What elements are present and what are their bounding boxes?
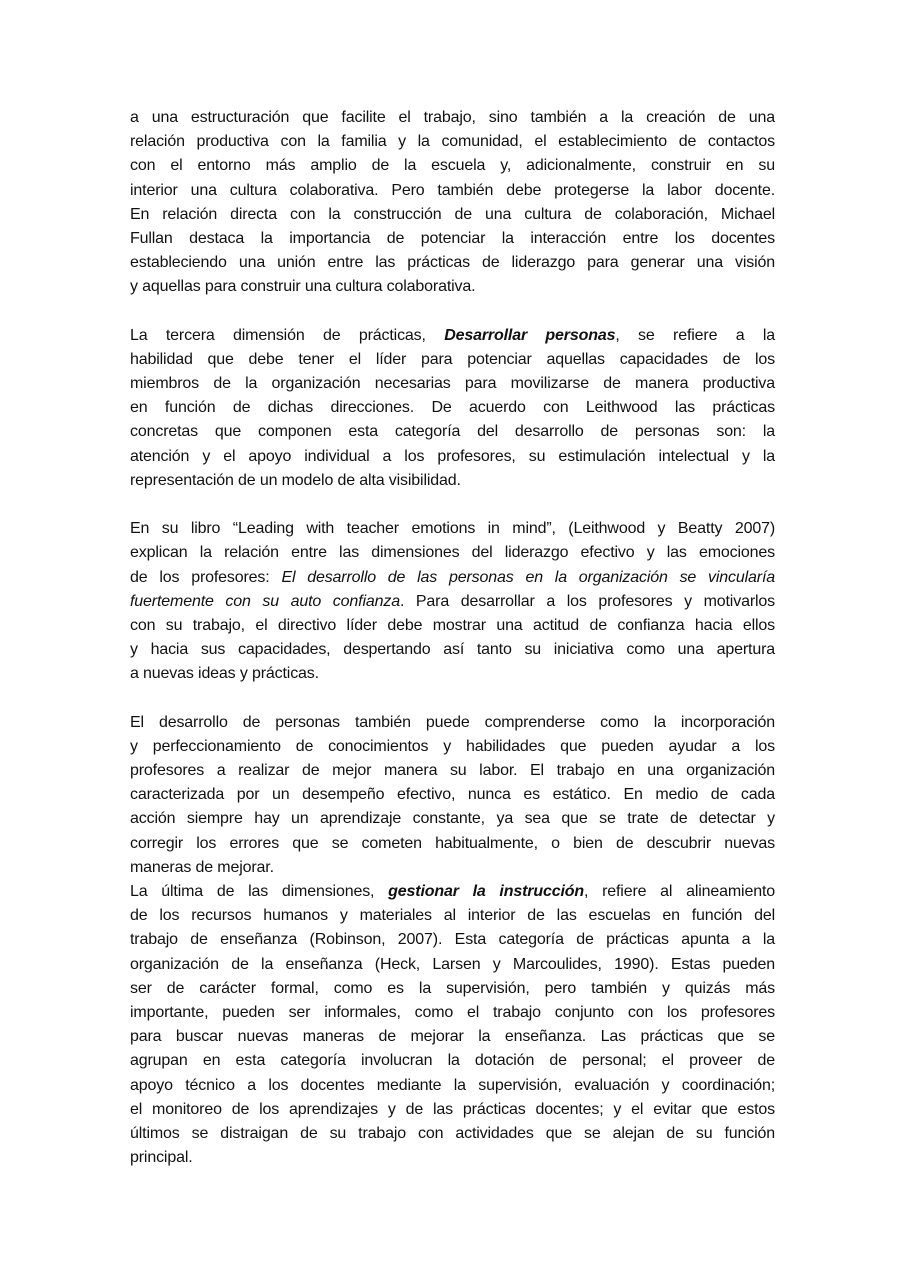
text-line [130,638,775,662]
text-run: el monitoreo de los aprendizajes y de las prácticas docentes; y el evitar que estos [130,1100,775,1118]
text-line [130,445,775,469]
text-run: acción siempre hay un aprendizaje constante, ya sea que se trate de detectar y [130,810,775,828]
text-line [130,106,775,130]
text-run: relación productiva con la familia y la comunidad, el establecimiento de contactos [130,133,775,151]
text-line [130,179,775,203]
text-line [130,1049,775,1073]
text-run: últimos se distraigan de su trabajo con actividades que se alejan de su función [130,1124,775,1142]
text-line [130,154,775,178]
text-line [130,928,775,952]
text-run: a nuevas ideas y prácticas. [130,665,319,683]
text-run: y aquellas para construir una cultura colaborativa. [130,278,476,296]
text-line [130,807,775,831]
text-line [130,469,775,493]
text-run: a una estructuración que facilite el trabajo, sino también a la creación de una [130,109,775,126]
text-run: concretas que componen esta categoría del desarrollo de personas son: la [130,423,775,441]
paragraph [130,517,775,686]
text-line [130,783,775,807]
text-run: caracterizada por un desempeño efectivo, nunca es estático. En medio de cada [130,786,775,804]
text-line [130,324,775,348]
text-run: estableciendo una unión entre las prácticas de liderazgo para generar una visión [130,254,775,272]
text-line [130,1122,775,1146]
text-run: , refiere al alineamiento [584,883,776,900]
text-run: apoyo técnico a los docentes mediante la supervisión, evaluación y coordinación; [130,1076,775,1094]
text-run: en función de dichas direcciones. De acuerdo con Leithwood las prácticas [130,399,775,417]
text-run: . Para desarrollar a los profesores y motivarlos [399,592,775,610]
text-line [130,372,775,396]
paragraph [130,106,775,300]
text-line [130,832,775,856]
text-line [130,711,775,735]
text-run: para buscar nuevas maneras de mejorar la enseñanza. Las prácticas que se [130,1028,775,1046]
text-run: miembros de la organización necesarias para movilizarse de manera productiva [130,375,775,393]
text-run: explican la relación entre las dimensiones del liderazgo efectivo y las emociones [130,544,775,562]
paragraph-spacer [130,493,775,517]
text-run: interior una cultura colaborativa. Pero también debe protegerse la labor docente. [130,181,775,199]
text-line [130,662,775,686]
text-line [130,735,775,759]
text-run: habilidad que debe tener el líder para potenciar aquellas capacidades de los [130,350,775,368]
text-run: Fullan destaca la importancia de potenciar la interacción entre los docentes [130,229,775,247]
text-run: agrupan en esta categoría involucran la dotación de personal; el proveer de [130,1052,775,1070]
text-line [130,420,775,444]
text-line [130,614,775,638]
text-line [130,1001,775,1025]
text-line [130,759,775,783]
text-line [130,203,775,227]
text-run: En relación directa con la construcción de una cultura de colaboración, Michael [130,205,775,223]
emphasized-text: Desarrollar personas [444,326,616,344]
text-line [130,904,775,928]
document-page-body [130,106,775,1170]
text-line [130,1025,775,1049]
text-run: organización de la enseñanza (Heck, Larsen y Marcoulides, 1990). Estas pueden [130,955,775,973]
text-run: , se refiere a la [615,326,775,344]
paragraph [130,711,775,880]
paragraph [130,324,775,493]
emphasized-text: El desarrollo de las personas en la organización se vincularía [281,568,775,586]
text-run: con el entorno más amplio de la escuela y, adicionalmente, construir en su [130,157,775,175]
text-line [130,541,775,565]
paragraph-spacer [130,687,775,711]
text-line [130,856,775,880]
text-run: corregir los errores que se cometen habitualmente, o bien de descubrir nuevas [130,834,775,852]
text-line [130,880,775,904]
text-run: representación de un modelo de alta visibilidad. [130,471,461,489]
text-line [130,953,775,977]
text-line [130,1146,775,1170]
text-run: El desarrollo de personas también puede comprenderse como la incorporación [130,713,775,731]
text-line [130,251,775,275]
text-line [130,1074,775,1098]
text-run: En su libro “Leading with teacher emotions in mind”, (Leithwood y Beatty 2007) [130,520,775,538]
text-run: trabajo de enseñanza (Robinson, 2007). Esta categoría de prácticas apunta a la [130,931,775,949]
text-line [130,517,775,541]
text-line [130,227,775,251]
text-run: profesores a realizar de mejor manera su labor. El trabajo en una organización [130,762,775,780]
text-run: y perfeccionamiento de conocimientos y habilidades que pueden ayudar a los [130,737,775,755]
text-line [130,977,775,1001]
emphasized-text: gestionar la instrucción [388,883,584,900]
text-run: de los recursos humanos y materiales al interior de las escuelas en función del [130,907,775,925]
text-run: atención y el apoyo individual a los profesores, su estimulación intelectual y la [130,447,775,465]
text-line [130,396,775,420]
text-line [130,590,775,614]
text-line [130,348,775,372]
text-run: La última de las dimensiones, [130,883,389,900]
text-run: maneras de mejorar. [130,858,274,876]
text-run: ser de carácter formal, como es la supervisión, pero también y quizás más [130,979,775,997]
text-run: de los profesores: [130,568,282,586]
text-run: con su trabajo, el directivo líder debe mostrar una actitud de confianza hacia ellos [130,616,775,634]
text-run: principal. [130,1149,193,1167]
text-run: La tercera dimensión de prácticas, [130,326,445,344]
emphasized-text: fuertemente con su auto confianza [130,592,400,610]
paragraph-spacer [130,300,775,324]
text-line [130,566,775,590]
paragraph [130,880,775,1170]
text-line [130,275,775,299]
text-line [130,1098,775,1122]
text-run: y hacia sus capacidades, despertando así tanto su iniciativa como una apertura [130,641,775,659]
text-run: importante, pueden ser informales, como el trabajo conjunto con los profesores [130,1003,775,1021]
text-line [130,130,775,154]
